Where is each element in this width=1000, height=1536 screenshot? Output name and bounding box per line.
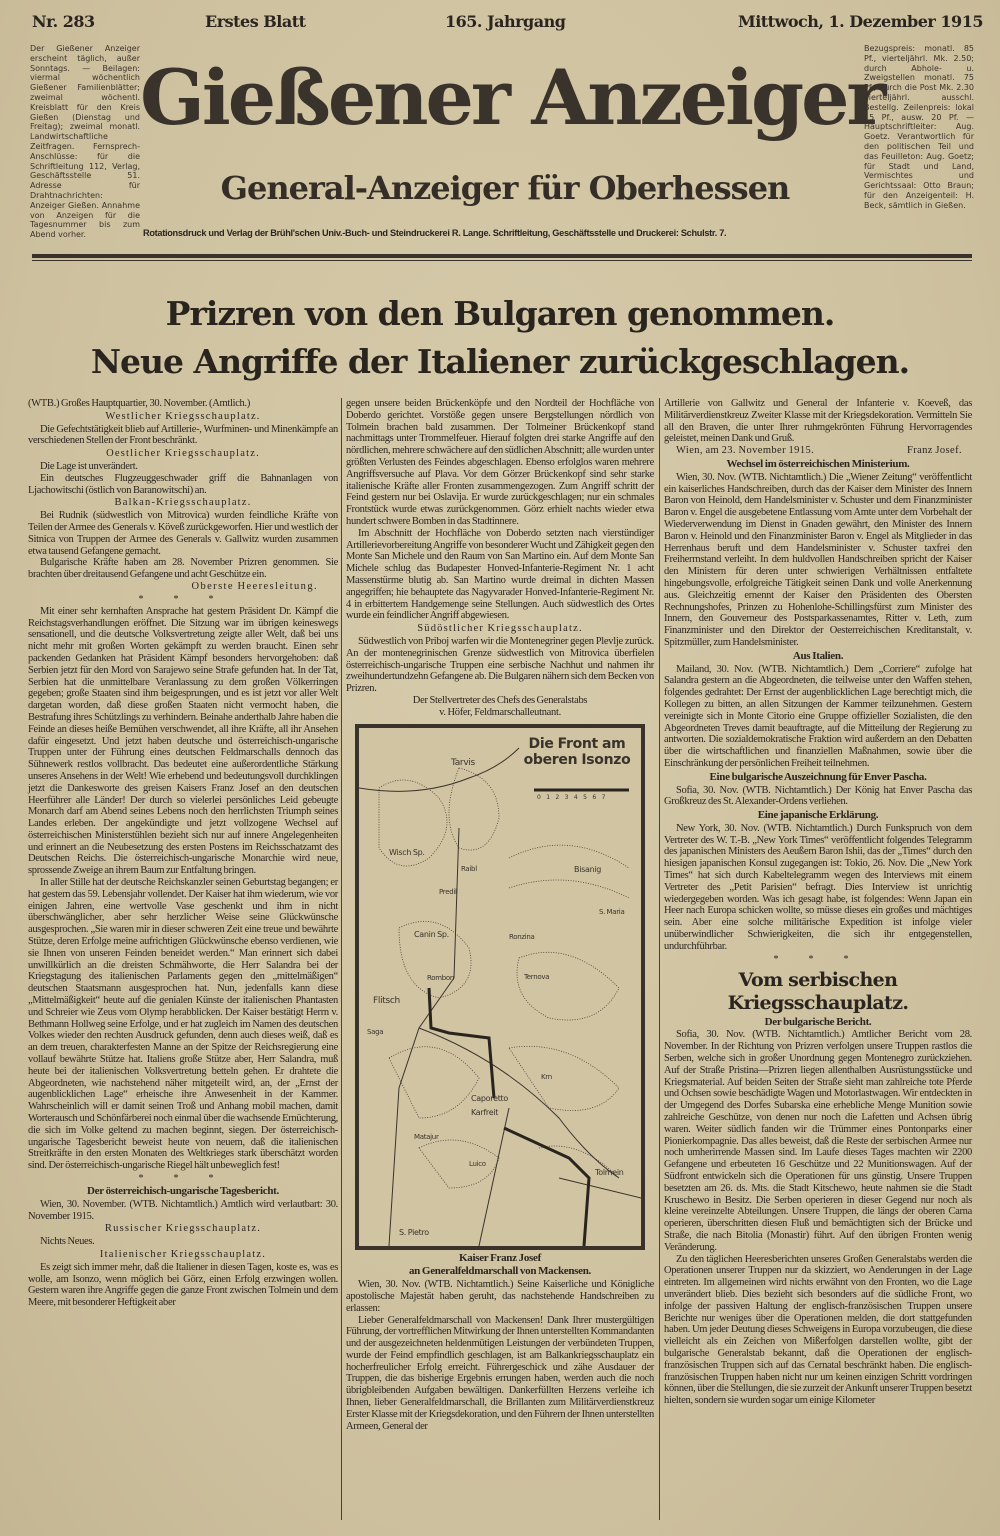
paragraph: Artillerie von Gallwitz und General der Infanterie v. Koeveß, das Militärverdienstkreuz Zweiter Klasse mit der Kriegsdekoration. Vermitteln Sie all den Braven, die unter Ihrer ruhmgekrönten Führung Hervorragendes geleistet, meinen Dank und Gruß. — [664, 398, 972, 445]
dateline — [664, 445, 972, 457]
column-divider — [341, 398, 342, 1520]
map-label: Caporetto — [471, 1093, 508, 1103]
section-title: Vom serbischen Kriegsschauplatz. — [727, 968, 909, 1014]
section-heading: Südöstlicher Kriegsschauplatz. — [417, 623, 583, 635]
map-label: Bisanig — [574, 864, 602, 874]
paragraph: Wien, 30. Nov. (WTB. Nichtamtlich.) Seine Kaiserliche und Königliche apostolische Majestät haben geruht, das nachstehende Handschreiben zu erlassen: — [346, 1279, 654, 1314]
paragraph: Zu den täglichen Heeresberichten unseres Großen Generalstabs werden die Operationen unserer Truppen nur da skizziert, wo Aenderungen in der Lage eintreten. Im allgemeinen wird nichts erwähnt von den Fronten, wo die Lage unverändert blieb. Dies bezieht sich besonders auf die südliche Front, wo infolge der passiven Haltung der englisch-französischen Truppen unsere Berichte nur weniges über die Operationen melden, die dort stattgefunden haben. Um jeder Deutung dieses Schweigens in Europa vorzubeugen, die diese vielleicht als ein Zeichen von Mißerfolgen darstellen wollte, gibt der bulgarische Generalstab bekannt, daß die Operationen der englisch-französischen Truppen sich auf das Cernatal beschränkt haben. Die englisch-französischen Truppen haben nicht nur um keinen einzigen Schritt vordringen können, über die Stellungen, die sie zurzeit der Ankunft unserer Truppen besetzt hielten, sondern sie wurden sogar um einige Kilometer — [664, 1253, 972, 1407]
map-label: S. Pietro — [399, 1227, 429, 1237]
section-heading: Balkan-Kriegsschauplatz. — [114, 497, 252, 509]
masthead-rule-thin — [32, 260, 972, 261]
paragraph: Lieber Generalfeldmarschall von Mackensen! Dank Ihrer mustergültigen Führung, der vortrefflichen Mitwirkung der Ihnen unterstellten Kommandanten und der ausgezeichneten heldenmütigen Leistungen der verbündeten Truppen, wurde der Feind empfindlich geschlagen, ist am Balkankriegsschauplatz ein hocherfreulicher Erfolg erreicht. Führergeschick und zähe Ausdauer der Truppen, die das bisherige Ergebnis errungen haben, werden auch die noch übrigbleibenden Aufgaben bewältigen. Dankerfüllten Herzens verleihe ich Ihnen, lieber Generalfeldmarschall, die Brillanten zum Militärverdienstkreuz Erster Klasse mit der Kriegsdekoration, und den Führern der Ihnen unterstellten Armeen, General der — [346, 1314, 654, 1432]
section-heading: Oestlicher Kriegsschauplatz. — [106, 448, 260, 460]
map-label: Ternova — [524, 972, 550, 981]
headline-2: Neue Angriffe der Italiener zurückgeschlagen. — [90, 342, 910, 381]
issue-date: Mittwoch, 1. Dezember 1915 — [738, 12, 983, 31]
map-label: Tarvis — [451, 757, 475, 768]
newspaper-subtitle: General-Anzeiger für Oberhessen — [220, 169, 790, 207]
article-title: an Generalfeldmarschall von Mackensen. — [408, 1265, 592, 1278]
paragraph: Wien, 30. November. (WTB. Nichtamtlich.) Amtlich wird verlautbart: 30. November 1915. — [28, 1198, 338, 1222]
column-1 — [28, 398, 338, 1309]
map-isonzo-front — [355, 724, 645, 1250]
map-label: Krn — [541, 1072, 552, 1081]
masthead-rule — [32, 254, 972, 258]
article-title: Aus Italien. — [792, 649, 844, 662]
volume-label: 165. Jahrgang — [445, 12, 566, 31]
map-label: Flitsch — [373, 995, 400, 1006]
paragraph: Bulgarische Kräfte haben am 28. November Prizren genommen. Sie brachten über dreitausend Gefangene und acht Geschütze ein. — [28, 557, 338, 581]
map-label: Karfreit — [471, 1107, 499, 1117]
map-label: Rombon — [427, 973, 455, 982]
article-title: Kaiser Franz Josef — [459, 1251, 541, 1264]
separator-stars: * * * — [138, 1173, 228, 1184]
issue-number: Nr. 283 — [32, 12, 95, 31]
column-2 — [346, 398, 654, 1432]
newspaper-title: Gießener Anzeiger — [140, 53, 884, 142]
paragraph: Mit einer sehr kernhaften Ansprache hat gestern Präsident Dr. Kämpf die Reichstagsverhandlungen eröffnet. Die Sitzung war im übrigen keineswegs sensationell, und die deutsche Volksvertretung zeigte aller Welt, daß bei uns nicht mehr mit großen Worten gekämpft zu werden braucht. Einen sehr packenden Gedanken hat Präsident Kämpf besonders hervorgehoben: daß Serbien jetzt für den Mord von Sarajewo seine Strafe gefunden hat. In der Tat, Serbien hat die unmittelbare Veranlassung zu dem großen Völkerringen gegeben; große Staaten sind ihm beigesprungen, und es ist jetzt vor aller Welt dargetan worden, daß diese großen Staaten nicht vermocht haben, die Bestrafung ihres Schützlings zu verhindern. Beinahe anderthalb Jahre haben die Feinde an dieses heiße Bemühen verschwendet, all ihre Kräfte, all ihr Ansehen dafür eingesetzt. Und jetzt haben deutsche und österreichisch-ungarische Truppen unter der Führung eines deutschen Feldmarschalls dennoch das Sühnewerk restlos vollbracht. Das bedeutet eine außerordentliche Stärkung unseres Ansehens in der Welt! Wie erhebend und bedeutungsvoll durchklingen jetzt die Dankesworte des greisen Kaisers Franz Josef an den deutschen Heerführer alle Länder! Der durch so vielerlei persönliches Leid gebeugte Monarch darf am Abend seines Lebens noch den herrlichsten Triumph seines Landes erleben. Der angekündigte und jetzt vollzogene Wechsel auf österreichischen Ministerstühlen bezieht sich nur auf innere Angelegenheiten und erinnert an die Neubesetzung des ersten Postens im Reichsschatzamt des Deutschen Reichs. Die österreichisch-ungarische Monarchie wird neue, sprossende Zweige an ihrem Baum zur Entfaltung bringen. — [28, 605, 338, 877]
paragraph: Es zeigt sich immer mehr, daß die Italiener in diesen Tagen, koste es, was es wolle, am Isonzo, wenn möglich bei Görz, einen Erfolg erzwingen wollen. Gestern waren ihre Angriffe gegen die ganze Front zwischen Tolmein und dem Meere, mit besonderer Heftigkeit aber — [28, 1261, 338, 1309]
map-label: Saga — [367, 1027, 384, 1036]
paragraph: Nichts Neues. — [40, 1236, 95, 1248]
article-title: Wechsel im österreichischen Ministerium. — [726, 457, 910, 470]
column-divider — [659, 398, 660, 1520]
headline-1: Prizren von den Bulgaren genommen. — [165, 294, 835, 333]
paragraph: Sofia, 30. Nov. (WTB. Nichtamtlich.) Amtlicher Bericht vom 28. November. In der Richtung von Prizren verfolgen unsere Truppen rastlos die Serben, welche sich in großer Unordnung gegen Montenegro zurückziehen. Auf der Straße Pristina—Prizren liegen allenthalben Ausrüstungsstücke und Kriegsmaterial. Auf beiden Seiten der Straße sieht man zahlreiche tote Pferde und Ochsen sowie beschädigte Wagen und Motorlastwagen. Wir entdeckten in der Umgegend des Dorfes Subarska eine erhebliche Menge Munition sowie zahlreiche Geschütze, von denen nur noch die Lafetten und Achsen übrig waren. Weiter südlich fanden wir die Trümmer eines Pontonparks einer Pionierkompagnie. Das alles beweist, daß die Reste der serbischen Armee nur noch umherirrende Massen sind. Im Laufe dieses Tages machten wir 2200 Gefangene und erbeuteten 16 Geschütze und 22 Munitionswagen. Auf der Südfront entwickeln sich die Operationen für uns günstig. Unsere Truppen besetzten am 26. ds. Mts. die Stadt Kitschewo, heute nahmen sie die Stadt Kruschewo in Besitz. Die Serben operieren in dieser Gegend nur noch als kleine vereinzelte Abteilungen. Unsere Truppen, die längs der oberen Carna operieren, überschritten diesen Fluß und bemächtigten sich der Brücke und Straße, die nach Bitolia (Monastir) führt. Auf den übrigen Fronten wenig Veränderung. — [664, 1029, 972, 1253]
paragraph: Wien, 30. Nov. (WTB. Nichtamtlich.) Die „Wiener Zeitung“ veröffentlicht ein kaiserliches Handschreiben, durch das der Kaiser dem Minister des Innern Baron von Heinold, dem Handelsminister v. Schuster und dem Finanzminister Baron v. Engel die ausgebetene Entlassung vom Amte unter dem Vorbehalt der Wiederverwendung im Dienst in Gnaden gewährt, den Minister des Innern Baron v. Heinold und den Finanzminister Baron v. Engel als Mitglieder in das Herrenhaus beruft und dem Handelsminister v. Schuster taxfrei den Freiherrnstand verleiht. In dem huldvollen Handschreiben spricht der Kaiser den Ministern für deren unter schwierigen Verhältnissen entfaltete hingebungsvolle, erfolgreiche Tätigkeit seinen Dank und volle Anerkennung aus. Gleichzeitig ernennt der Kaiser den Präsidenten des Obersten Rechnungshofes, Prinzen zu Hohenlohe-Schillingsfürst zum Minister des Innern, den Gouverneur des Postsparkassenamtes, Ritter v. Leth, zum Finanzminister und den Direktor der Oesterreichischen Kreditanstalt, v. Spitzmüller, zum Handelsminister. — [664, 471, 972, 648]
signature: v. Höfer, Feldmarschalleutnant. — [439, 706, 561, 718]
map-label: Raibl — [461, 864, 477, 873]
signature: Der Stellvertreter des Chefs des Generalstabs — [412, 694, 588, 706]
paragraph: gegen unsere beiden Brückenköpfe und den Nordteil der Hochfläche von Doberdo gerichtet. Vorstöße gegen unsere Bergstellungen nördlich von Tolmein brachen bald zusammen. Der Tolmeiner Brückenkopf stand nachmittags unter Trommelfeuer. Hierauf folgten drei starke Angriffe auf den nördlichen, mehrere schwächere auf den südlichen Abschnitt; alle wurden unter größten Verlusten des Feindes abgeschlagen. Ebenso erfolglos waren mehrere Angriffsversuche auf Plava. Vor dem Görzer Brückenkopf sind sehr starke italienische Kräfte aller Fronten zusammengezogen. Zum Angriff schritt der Feind gestern nur bei Oslavija. Er wurde zurückgeschlagen; nur ein schmales Frontstück wurde etwas zurückgenommen. Görz erhielt nachts wieder etwa hundert schwere Bomben in das Stadtinnere. — [346, 398, 654, 527]
paragraph: Mailand, 30. Nov. (WTB. Nichtamtlich.) Dem „Corriere“ zufolge hat Salandra gestern an die Abgeordneten, die teilweise unter den Waffen stehen, folgendes gedrahtet: Der Ernst der augenblicklichen Lage berechtigt mich, die Kollegen zu bitten, an allen Sitzungen der Kammer teilzunehmen. Gestern vereinigte sich in Monte Citorio eine Gruppe offizieller Sozialisten, die den Abgeordneten Treves damit beauftragte, auf die Mitteilung der Regierung zu antworten. Die sozialdemokratische Fraktion wird außerdem an den Debatten über die wirtschaftlichen und finanziellen Maßnahmen, sowie über die Einschränkung der persönlichen Freiheit teilnehmen. — [664, 663, 972, 769]
column-3 — [664, 398, 972, 1407]
map-label: Ronzina — [509, 932, 535, 941]
sheet-label: Erstes Blatt — [205, 12, 306, 31]
separator-stars: * * * — [773, 953, 863, 965]
dateline-signature: Franz Josef. — [906, 445, 962, 457]
paragraph: (WTB.) Großes Hauptquartier, 30. November. (Amtlich.) — [28, 398, 251, 409]
map-label: Luico — [469, 1159, 486, 1168]
paragraph: Im Abschnitt der Hochfläche von Doberdo setzten nach vierstündiger Artillerievorbereitung Angriffe von besonderer Wucht und Zähigkeit gegen den Monte San Michele und den Raum von San Martino ein. Auf dem Monte San Michele schlug das Budapester Honved-Infanterie-Regiment Nr. 1 acht Massenstürme blutig ab. San Martino wurde dreimal in dichten Massen angegriffen; hie behauptete das Nagyvarader Honved-Infanterie-Regiment Nr. 4 in erbittertem Handgemenge seine Stellungen. Auch südwestlich des Ortes wurde ein feindlicher Angriff abgewiesen. — [346, 527, 654, 622]
map-scale: 0 1 2 3 4 5 6 7 — [537, 793, 608, 801]
paragraph: Ein deutsches Flugzeuggeschwader griff die Bahnanlagen von Ljachowitschi (östlich von Baranowitschi) an. — [28, 472, 338, 496]
section-heading: Italienischer Kriegsschauplatz. — [99, 1248, 267, 1260]
map-title: Die Front am oberen Isonzo — [523, 735, 631, 768]
paragraph: New York, 30. Nov. (WTB. Nichtamtlich.) Durch Funkspruch von dem Vertreter des W. T.-B. „New York Times“ veröffentlicht folgendes Telegramm des japanischen Ministers des Aeußern Baron Ishii, das der „Times“ durch den hiesigen japanischen Konsul zugegangen ist: Tokio, 26. Nov. Die „New York Times“ hat sich durch Kabeltelegramm wegen des Interviews mit einem Vertreter des „Petit Parisien“ befragt. Dies Interview ist unrichtig wiedergegeben worden. Was ich gesagt habe, ist folgendes: Wenn Japan ein Heer nach Europa schicken wollte, so müsse dieses ein großes und mächtiges sein. Aber eine solche militärische Expedition ist infolge vieler unüberwindlicher Schwierigkeiten, die sich ihr entgegenstellen, undurchführbar. — [664, 822, 972, 952]
article-title: Eine bulgarische Auszeichnung für Enver Pascha. — [709, 770, 927, 783]
dateline-place-date: Wien, am 23. November 1915. — [676, 445, 815, 457]
paragraph: In aller Stille hat der deutsche Reichskanzler seinen Geburtstag begangen; er hat gestern das 59. Lebensjahr vollendet. Der Kaiser hat ihm wiederum, wie vor einigen Jahren, eine wertvolle Vase geschenkt und ihm in nicht überschwänglicher, aber sehr herzlicher Weise seine Glückwünsche ausgesprochen. „Sie waren mir in dieser schweren Zeit eine treue und bewährte Stütze, deren Erfolge meine aufrichtigen Glückwünsche ebenso verdienen, wie sie Ihnen von unseren Feinden beneidet werden.“ Man erinnert sich dabei unwillkürlich an die dreisten Schmähworte, die Herr Salandra bei der Kriegstagung des italienischen Parlaments gegen den „mittelmäßigen“ deutschen Staatsmann ausgesprochen hat. Nun, jedenfalls kann diese „Mittelmäßigkeit“ heute auf die genialen Künste der italienischen Phantasten und Schreier wie Zeus vom Olymp herabblicken. Der Kaiser bestätigt Herrn v. Bethmann Hollweg seine Erfolge, und er hat zugleich im Namen des deutschen Volkes wieder den rechten Ausdruck gefunden, denn auch dieses weiß, daß es an dem treuen, charakterfesten Manne an der Spitze der Reichsregierung eine vollauf bewährte Stütze hat. Italiens große Stütze aber, Herr Salandra, muß heute bei der italienischen Volksvertretung betteln gehen. Er drahtete die Abgeordneten, wie nachstehend näher mitgeteilt wird, an, der „Ernst der augenblicklichen Lage“ erheische ihre Anwesenheit in der Kammer. Wahrscheinlich will er damit seinen Troß und Anhang mobil machen, damit Worterausch und Schönfärberei noch einmal über die wachsende Ernüchterung, die sich im Volke geltend zu machen beginnt, siegen. Der österreichisch-ungarische Tagesbericht beweist heute von neuem, daß die italienischen Streitkräfte in den ersten Monaten des Weltkrieges stark überschätzt worden sind. Der österreichisch-ungarische Riegel hält unbeweglich fest! — [28, 877, 338, 1172]
paragraph: Bei Rudnik (südwestlich von Mitrovica) wurden feindliche Kräfte von Teilen der Armee des Generals v. Köveß zurückgeworfen. Hier und westlich der Sitnica von Truppen der Armee des Generals v. Gallwitz wurden zusammen etwa tausend Gefangene gemacht. — [28, 510, 338, 557]
map-label: Canin Sp. — [414, 929, 449, 939]
map-label: Wisch Sp. — [389, 847, 425, 857]
map-label: Matajur — [414, 1132, 439, 1141]
map-label: Predil — [439, 887, 457, 896]
separator-stars: * * * — [138, 593, 228, 605]
article-title: Der österreichisch-ungarische Tagesbericht. — [87, 1185, 279, 1197]
map-label: Tolmein — [595, 1167, 624, 1177]
signature: Oberste Heeresleitung. — [191, 580, 318, 592]
map-label: S. Maria — [599, 907, 625, 916]
publication-info: Der Gießener Anzeiger erscheint täglich, außer Sonntags. — Beilagen: viermal wöchentlich Gießener Familienblätter; zweimal wöchentl. Kreisblatt für den Kreis Gießen (Dienstag und Freitag); zweimal monatl. Landwirtschaftliche Zeitfragen. Fernsprech-Anschlüsse: für die Schriftleitung 112, Verlag, Geschäftsstelle 51. Adresse für Drahtnachrichten: Anzeiger Gießen. Annahme von Anzeigen für die Tagesnummer bis zum Abend vorher. — [30, 44, 140, 240]
paragraph: Sofia, 30. Nov. (WTB. Nichtamtlich.) Der König hat Enver Pascha das Großkreuz des St. Alexander-Ordens verliehen. — [664, 784, 972, 808]
subscription-info: Bezugspreis: monatl. 85 Pf., vierteljährl. Mk. 2.50; durch Abhole- u. Zweigstellen monatl. 75 Pf.; durch die Post Mk. 2.30 vierteljährl. ausschl. Bestellg. Zeilenpreis: lokal 15 Pf., ausw. 20 Pf. — Hauptschriftleiter: Aug. Goetz. Verantwortlich für den politischen Teil und das Feuilleton: Aug. Goetz; für Stadt und Land, Vermischtes und Gerichtssaal: Otto Braun; für den Anzeigenteil: H. Beck, sämtlich in Gießen. — [864, 44, 974, 210]
article-title: Der bulgarische Bericht. — [764, 1015, 872, 1028]
printer-line: Rotationsdruck und Verlag der Brühl'schen Univ.-Buch- und Steindruckerei R. Lange. Schriftleitung, Geschäftsstelle und Druckerei: Schulstr. 7. — [143, 228, 727, 238]
paragraph: Die Lage ist unverändert. — [40, 460, 138, 472]
paragraph: Die Gefechtstätigkeit blieb auf Artillerie-, Wurfminen- und Minenkämpfe an verschiedenen Stellen der Front beschränkt. — [28, 423, 338, 447]
article-title: Eine japanische Erklärung. — [757, 809, 879, 822]
section-heading: Westlicher Kriegsschauplatz. — [105, 410, 261, 422]
paragraph: Südwestlich von Priboj warfen wir die Montenegriner gegen Plevlje zurück. An der montenegrinischen Grenze südwestlich von Mitrovica überfielen österreichisch-ungarische Truppen eine serbische Nachhut und nahmen ihr zweihundertundzehn Gefangene ab. Die Bulgaren nähern sich dem Becken von Prizren. — [346, 635, 654, 695]
section-heading: Russischer Kriegsschauplatz. — [104, 1223, 262, 1235]
